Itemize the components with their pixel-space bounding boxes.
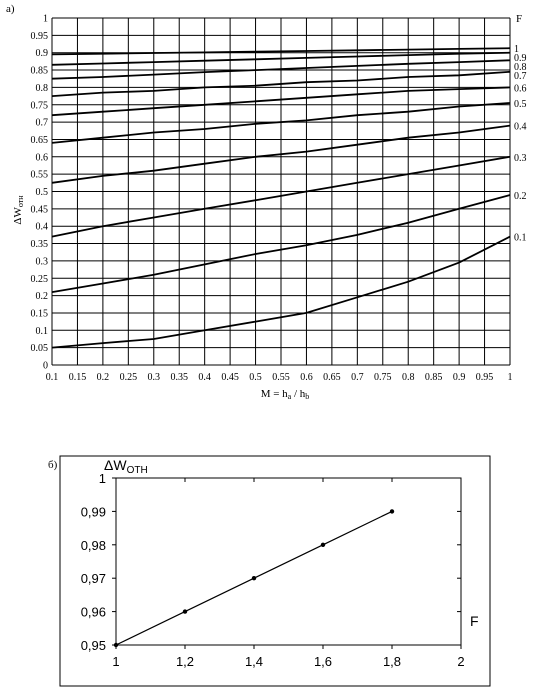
y-tick-label: 1 <box>43 13 48 25</box>
series-labels-a <box>514 44 527 243</box>
series-label: 0.1 <box>514 232 527 244</box>
y-tick-label: 0.4 <box>35 221 48 233</box>
panel-label-a: а) <box>6 3 15 15</box>
y-tick-label: 0,95 <box>80 638 106 653</box>
y-tick-label: 0.8 <box>35 82 48 94</box>
y-tick-label: 0 <box>43 360 48 372</box>
x-tick-label: 0.3 <box>147 372 161 383</box>
x-tick-label: 0.95 <box>475 372 494 383</box>
y-tick-label: 0.6 <box>35 152 48 164</box>
x-tick-label: 0.75 <box>374 372 392 383</box>
x-tick-label: 0.15 <box>68 372 87 383</box>
series-label: 0.5 <box>514 99 527 111</box>
x-tick-label: 0.8 <box>401 372 415 383</box>
series-label: 1 <box>514 44 519 56</box>
data-point <box>390 509 394 513</box>
y-tick-label: 0.9 <box>35 48 48 60</box>
y-tick-label: 0.15 <box>30 308 48 320</box>
x-tick-labels-a <box>46 372 513 383</box>
legend-title-a: F <box>516 13 523 25</box>
x-tick-label: 0.55 <box>272 372 290 383</box>
series-label: 0.4 <box>514 121 527 133</box>
y-tick-label: 0.05 <box>30 343 48 355</box>
x-tick-label: 0.9 <box>452 372 466 383</box>
x-tick-label: 1,4 <box>244 654 264 669</box>
x-tick-label: 0.25 <box>119 372 138 383</box>
y-tick-label: 0.7 <box>35 117 48 129</box>
y-tick-label: 0.45 <box>30 204 48 216</box>
data-point <box>114 643 118 647</box>
series-label: 0.6 <box>514 83 527 95</box>
panel-label-b: б) <box>48 459 58 471</box>
plot-area-b <box>112 478 461 649</box>
y-tick-label: 0.2 <box>35 291 48 303</box>
x-tick-labels-b <box>112 654 464 669</box>
x-axis-label-b: F <box>470 613 479 629</box>
x-tick-label: 1 <box>507 372 513 383</box>
x-tick-label: 0.45 <box>221 372 239 383</box>
x-tick-label: 0.2 <box>96 372 110 383</box>
x-tick-label: 0.1 <box>45 372 59 383</box>
x-tick-label: 1 <box>112 654 120 669</box>
y-axis-label-b: $\Delta W_{ОТН}$ <box>104 457 148 476</box>
y-axis-label-a: ΔWотн <box>12 195 25 225</box>
data-point <box>252 576 256 580</box>
series-label: 0.3 <box>514 152 527 164</box>
y-tick-label: 0,98 <box>80 537 106 553</box>
x-tick-label: 1,8 <box>382 654 402 669</box>
chart-b-frame <box>60 456 490 686</box>
y-tick-label: 0.3 <box>35 256 48 268</box>
series-line <box>116 511 392 645</box>
x-tick-label: 0.4 <box>198 372 211 383</box>
y-tick-label: 0.35 <box>30 239 48 251</box>
series-label: 0.8 <box>514 62 527 74</box>
data-point <box>321 543 325 547</box>
series-line-b <box>114 509 394 647</box>
y-tick-label: 0.1 <box>35 325 48 337</box>
y-tick-label: 0.75 <box>30 100 48 112</box>
x-axis-label-a: M = ha / hb <box>260 388 310 401</box>
y-tick-label: 0.55 <box>30 169 48 181</box>
plot-frame-b <box>116 478 461 645</box>
x-tick-label: 0.85 <box>424 372 443 383</box>
series-label: 0.7 <box>514 71 527 83</box>
y-tick-labels-b <box>81 471 106 653</box>
x-tick-label: 1,6 <box>313 654 333 669</box>
x-tick-label: 0.35 <box>170 372 188 383</box>
data-point <box>183 609 187 613</box>
y-tick-label: 0.85 <box>30 65 48 77</box>
x-tick-label: 0.6 <box>300 372 313 383</box>
series-label: 0.9 <box>514 53 527 65</box>
x-tick-label: 0.65 <box>323 372 341 383</box>
y-tick-label: 0.65 <box>30 134 48 146</box>
x-tick-label: 0.7 <box>351 372 364 383</box>
y-tick-label: 0.95 <box>30 30 48 42</box>
y-tick-label: 1 <box>98 471 106 486</box>
grid-a <box>52 18 510 365</box>
y-tick-label: 0.25 <box>30 273 48 285</box>
y-tick-label: 0,96 <box>80 604 106 620</box>
x-tick-label: 0.5 <box>249 372 262 383</box>
y-tick-label: 0,97 <box>80 571 106 587</box>
y-tick-label: 0.5 <box>35 187 48 198</box>
x-tick-label: 1,2 <box>175 654 195 669</box>
x-tick-label: 2 <box>457 654 465 669</box>
y-tick-labels-a <box>31 14 49 372</box>
series-label: 0.2 <box>514 190 527 202</box>
y-tick-label: 0,99 <box>80 504 106 520</box>
